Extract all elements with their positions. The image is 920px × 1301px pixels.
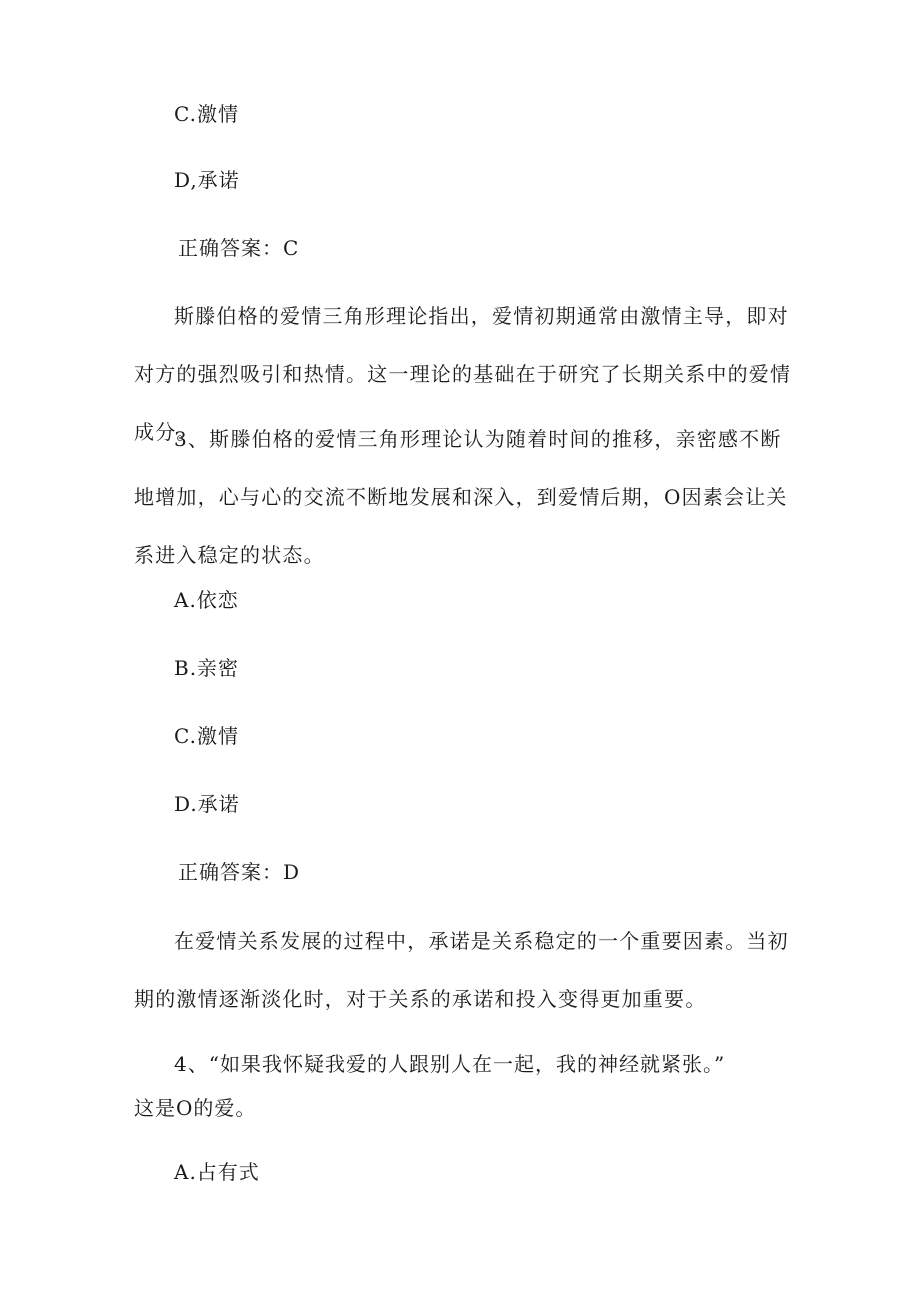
q2-correct-answer: 正确答案：C — [178, 236, 300, 260]
q4-question-line1: 4、“如果我怀疑我爱的人跟别人在一起，我的神经就紧张。” — [174, 1052, 726, 1076]
q2-option-d: D,承诺 — [174, 168, 240, 192]
q4-question-line2: 这是O的爱。 — [134, 1096, 257, 1120]
q3-option-d: D.承诺 — [174, 792, 240, 816]
q3-option-a: A.依恋 — [174, 588, 239, 612]
q3-explanation: 在爱情关系发展的过程中，承诺是关系稳定的一个重要因素。当初期的激情逐渐淡化时，对于关系的承诺和投入变得更加重要。 — [134, 929, 789, 1011]
q3-option-b: B.亲密 — [174, 656, 240, 680]
q3-correct-answer: 正确答案：D — [178, 860, 301, 884]
q2-explanation: 斯滕伯格的爱情三角形理论指出，爱情初期通常由激情主导，即对对方的强烈吸引和热情。这一理论的基础在于研究了长期关系中的爱情成分。 — [134, 304, 792, 444]
q3-question: 3、斯滕伯格的爱情三角形理论认为随着时间的推移，亲密感不断地增加，心与心的交流不断地发展和深入，到爱情后期，O因素会让关系进入稳定的状态。 — [134, 427, 788, 567]
q2-option-c: C.激情 — [174, 102, 239, 126]
q3-option-c: C.激情 — [174, 724, 239, 748]
q4-option-a: A.占有式 — [174, 1160, 260, 1184]
